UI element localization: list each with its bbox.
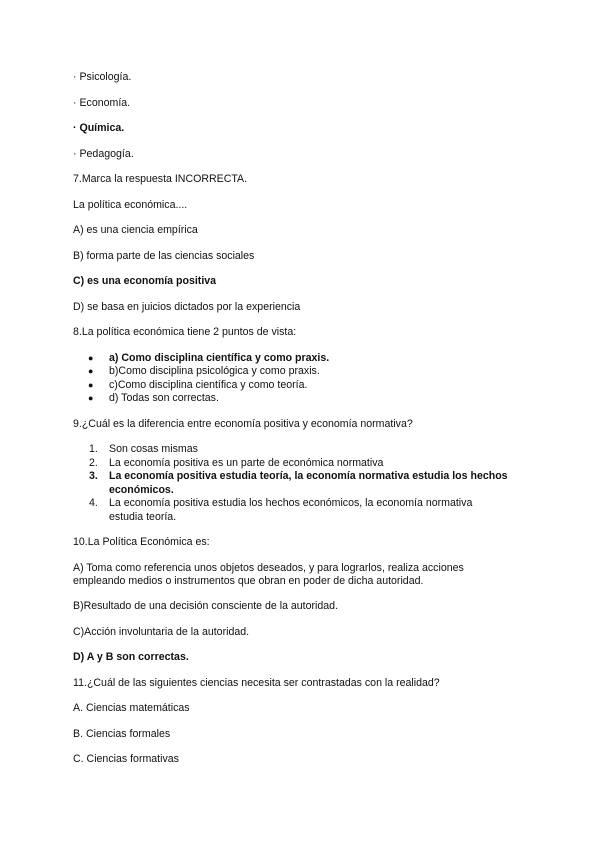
answer-option: · Psicología. xyxy=(73,71,132,83)
option-text: Son cosas mismas xyxy=(109,443,198,455)
answer-option xyxy=(73,457,533,471)
answer-option: D) se basa en juicios dictados por la experiencia xyxy=(73,300,301,313)
answer-option: C. Ciencias formativas xyxy=(73,753,179,765)
answer-option: · Pedagogía. xyxy=(73,147,134,160)
question-9-options xyxy=(73,443,533,524)
answer-option: B) forma parte de las ciencias sociales xyxy=(73,249,255,262)
answer-option: B)Resultado de una decisión consciente de la autoridad. xyxy=(73,600,339,612)
answer-option: ● b)Como disciplina psicológica y como praxis. xyxy=(73,365,533,379)
document-content xyxy=(73,71,533,779)
question-11: 11.¿Cuál de las siguientes ciencias necesita ser contrastadas con la realidad? xyxy=(73,676,440,689)
answer-option-correct xyxy=(73,470,533,497)
option-number: 3. xyxy=(89,470,98,482)
option-text: La economía positiva estudia los hechos económicos, la economía normativa estudia teoría. xyxy=(109,497,473,523)
question-7: 7.Marca la respuesta INCORRECTA. xyxy=(73,173,248,185)
answer-option-correct: D) A y B son correctas. xyxy=(73,651,189,663)
option-text: La economía positiva es un parte de económica normativa xyxy=(109,456,384,469)
answer-option: B. Ciencias formales xyxy=(73,727,171,740)
question-9: 9.¿Cuál es la diferencia entre economía positiva y economía normativa? xyxy=(73,417,413,430)
answer-option: ● c)Como disciplina científica y como teoría. xyxy=(73,379,533,393)
option-text: La economía positiva estudia teoría, la economía normativa estudia los hechos económicos. xyxy=(109,470,508,496)
answer-option-correct: C) es una economía positiva xyxy=(73,275,217,287)
answer-option: A) Toma como referencia unos objetos deseados, y para lograrlos, realiza acciones empleando medios o instrumentos que obran en poder de dicha autoridad. xyxy=(73,561,464,587)
question-10: 10.La Política Económica es: xyxy=(73,536,210,548)
question-8-options xyxy=(73,352,533,406)
answer-option: A) es una ciencia empírica xyxy=(73,224,198,236)
option-number: 1. xyxy=(89,443,98,455)
option-number: 2. xyxy=(89,456,98,469)
question-7-stem: La política económica.... xyxy=(73,198,188,211)
answer-option-correct: ● a) Como disciplina científica y como praxis. xyxy=(73,352,533,366)
answer-option-correct: · Química. xyxy=(73,122,125,134)
answer-option xyxy=(73,443,533,457)
answer-option: ● d) Todas son correctas. xyxy=(73,392,533,406)
question-8: 8.La política económica tiene 2 puntos de vista: xyxy=(73,326,297,338)
option-number: 4. xyxy=(89,497,98,509)
answer-option: · Economía. xyxy=(73,96,131,109)
answer-option: A. Ciencias matemáticas xyxy=(73,702,190,714)
answer-option: C)Acción involuntaria de la autoridad. xyxy=(73,625,250,638)
answer-option xyxy=(73,497,533,524)
